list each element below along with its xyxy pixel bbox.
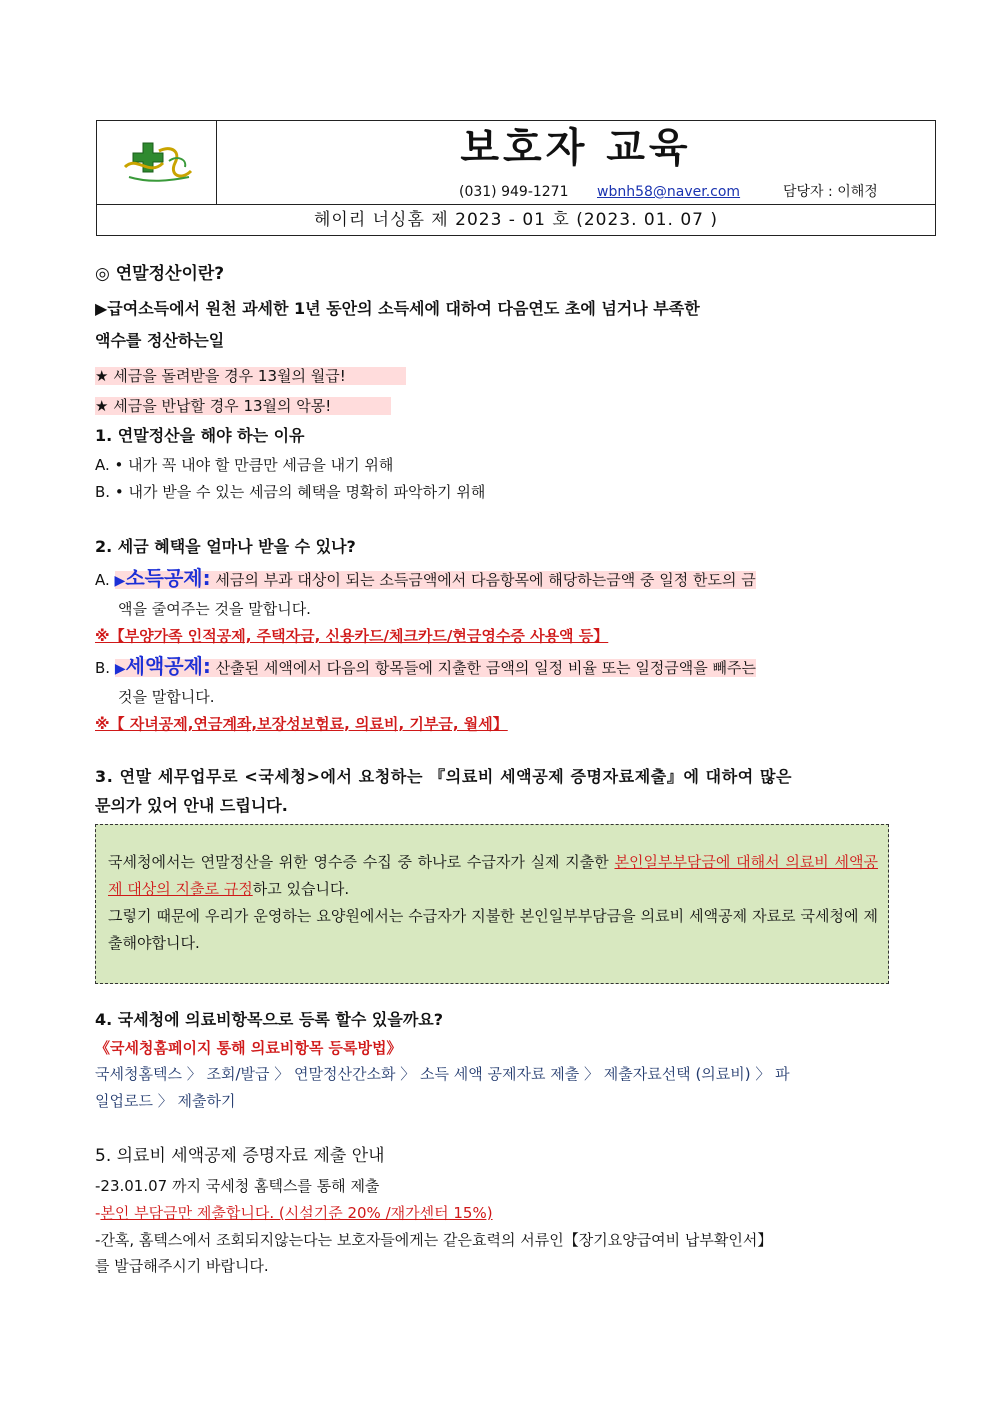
dash: -	[95, 1204, 101, 1222]
income-deduction-line-2: 액을 줄여주는 것을 말합니다.	[118, 600, 311, 618]
issue-number: 헤이리 너싱홈 제 2023 - 01 호 (2023. 01. 07 )	[97, 204, 935, 236]
income-deduction-line-1	[95, 566, 756, 593]
cross-leaf-logo-icon	[119, 137, 197, 189]
section1-item-b	[95, 480, 485, 504]
income-deduction-desc: 세금의 부과 대상이 되는 소득금액에서 다음항목에 해당하는금액 중 일정 한도의 금	[210, 571, 756, 589]
section4-heading: 4. 국세청에 의료비항목으로 등록 할수 있을까요?	[95, 1010, 444, 1029]
section1-item-a	[95, 453, 393, 477]
phone-number: (031) 949-1271	[459, 184, 569, 200]
definition-line-2: 액수를 정산하는일	[95, 331, 225, 350]
notice-paragraph-1	[108, 849, 878, 903]
logo-cell	[97, 121, 217, 204]
notice-text: 국세청에서는 연말정산을 위한 영수증 수집 중 하나로 수급자가 실제 지출한	[108, 853, 615, 871]
section1-heading: 1. 연말정산을 해야 하는 이유	[95, 426, 305, 445]
triangle-bullet-icon: ▶	[114, 661, 126, 677]
triangle-bullet-icon: ▶	[114, 573, 126, 589]
star-refund-note: ★ 세금을 돌려받을 경우 13월의 월급!	[95, 367, 406, 385]
notice-highlight: 본인일부부담금에 대해서 의료비 세액공제 대상의 지출로 규정	[108, 853, 879, 898]
manager-name: 담당자 : 이해정	[783, 184, 878, 200]
section3-heading-line-2: 문의가 있어 안내 드립니다.	[95, 796, 288, 815]
section5-heading: 5. 의료비 세액공제 증명자료 제출 안내	[95, 1146, 385, 1166]
tax-credit-line-2: 것을 말합니다.	[118, 688, 215, 706]
income-deduction-term: 소득공제:	[125, 566, 211, 590]
notice-text: 하고 있습니다.	[252, 880, 350, 898]
section5-deadline: -23.01.07 까지 국세청 홈텍스를 통해 제출	[95, 1177, 380, 1195]
section5-alt-doc-line-1: -간혹, 홈텍스에서 조회되지않는다는 보호자들에게는 같은효력의 서류인【장기요양급여비 납부확인서】	[95, 1231, 773, 1249]
item-marker: A.	[95, 456, 110, 474]
item-text: • 내가 받을 수 있는 세금의 혜택을 명확히 파악하기 위해	[114, 483, 486, 501]
notice-box	[95, 824, 889, 984]
intro-heading: ◎ 연말정산이란?	[95, 264, 225, 284]
notice-paragraph-2: 그렇기 때문에 우리가 운영하는 요양원에서는 수급자가 지불한 본인일부부담금을 의료비 세액공제 자료로 국세청에 제출해야합니다.	[108, 907, 878, 952]
tax-credit-highlight	[114, 654, 757, 678]
income-deduction-note: ※【부양가족 인적공제, 주택자금, 신용카드/체크카드/현금영수증 사용액 등】	[95, 627, 609, 645]
email-link[interactable]: wbnh58@naver.com	[597, 184, 741, 200]
section5-alt-doc-line-2: 를 발급해주시기 바랍니다.	[95, 1257, 269, 1275]
tax-credit-line-1	[95, 654, 756, 681]
star-repay-note: ★ 세금을 반납할 경우 13월의 악몽!	[95, 397, 391, 415]
copay-only-note: 본인 부담금만 제출합니다. (시설기준 20% /재가센터 15%)	[100, 1204, 493, 1222]
income-deduction-highlight	[114, 566, 756, 590]
item-marker: B.	[95, 483, 111, 501]
title-cell	[217, 121, 935, 204]
document-header	[96, 120, 936, 236]
section3-heading-line-1: 3. 연말 세무업무로 <국세청>에서 요청하는 『의료비 세액공제 증명자료제출』에 대하여 많은	[95, 767, 793, 786]
hometax-path-line-2: 일업로드 〉 제출하기	[95, 1092, 236, 1110]
tax-credit-note: ※【 자녀공제,연금계좌,보장성보험료, 의료비, 기부금, 월세】	[95, 715, 508, 733]
tax-credit-desc: 산출된 세액에서 다음의 항목들에 지출한 금액의 일정 비율 또는 일정금액을 빼주는	[210, 659, 757, 677]
hometax-path-line-1: 국세청홈텍스 〉 조회/발급 〉 연말정산간소화 〉 소득 세액 공제자료 제출 〉 제출자료선택 (의료비) 〉 파	[95, 1065, 790, 1083]
item-text: • 내가 꼭 내야 할 만큼만 세금을 내기 위해	[114, 456, 394, 474]
section4-subheading: 《국세청홈페이지 통해 의료비항목 등록방법》	[95, 1039, 402, 1057]
definition-line-1: ▶급여소득에서 원천 과세한 1년 동안의 소득세에 대하여 다음연도 초에 넘거나 부족한	[95, 299, 700, 318]
document-title: 보호자 교육	[460, 125, 692, 171]
section2-heading: 2. 세금 혜택을 얼마나 받을 수 있나?	[95, 537, 356, 556]
tax-credit-term: 세액공제:	[125, 654, 211, 678]
item-marker: A.	[95, 571, 110, 589]
item-marker: B.	[95, 659, 111, 677]
section5-copay-line	[95, 1201, 493, 1225]
